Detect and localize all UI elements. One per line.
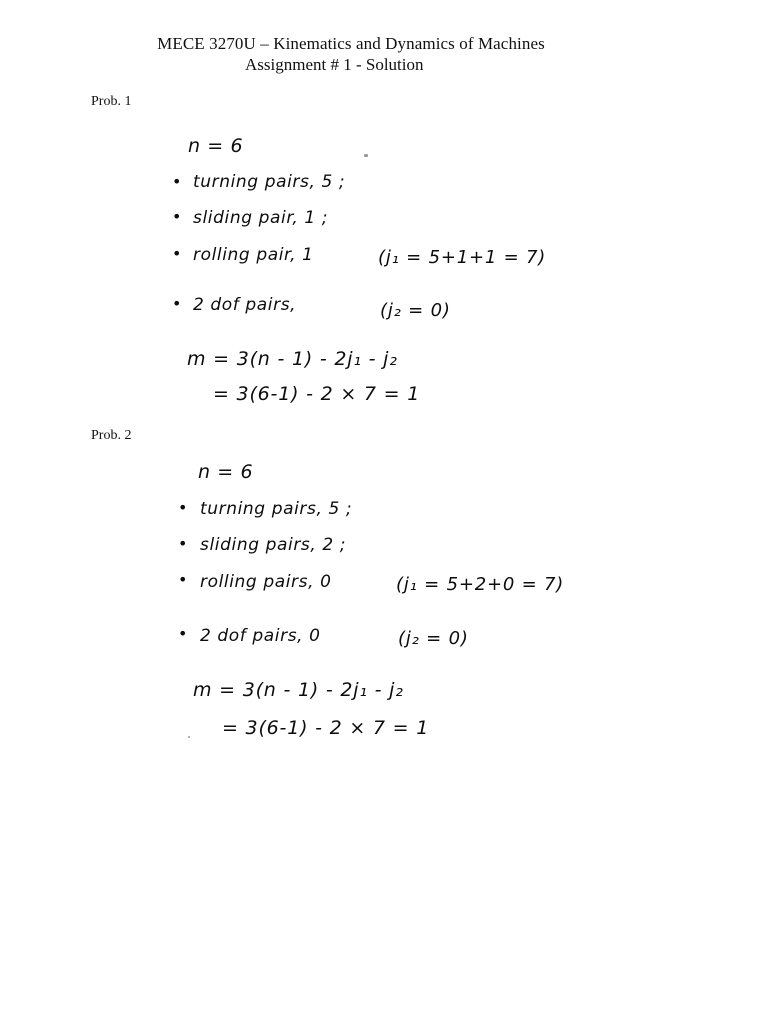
- bullet-dot: •: [172, 244, 182, 263]
- problem-2-n-line: n = 6: [198, 461, 254, 483]
- problem-2-item-2dof: 2 dof pairs, 0: [200, 626, 321, 646]
- bullet-dot: •: [178, 534, 188, 553]
- page-subtitle: Assignment # 1 - Solution: [245, 55, 424, 74]
- bullet-dot: •: [172, 207, 182, 226]
- problem-2-mobility-result: = 3(6-1) - 2 × 7 = 1: [222, 717, 430, 739]
- problem-2-label: Prob. 2: [91, 428, 132, 443]
- bullet-dot: •: [178, 498, 188, 517]
- problem-2-item-turning: turning pairs, 5 ;: [200, 499, 353, 519]
- bullet-dot: •: [172, 172, 182, 191]
- problem-1-mobility-result: = 3(6-1) - 2 × 7 = 1: [213, 383, 421, 405]
- problem-2-j1-note: (j₁ = 5+2+0 = 7): [396, 574, 565, 595]
- bullet-dot: •: [172, 294, 182, 313]
- bullet-dot: •: [178, 624, 188, 643]
- stray-mark: [364, 154, 368, 157]
- problem-1-n-line: n = 6: [188, 135, 244, 157]
- problem-2-j2-note: (j₂ = 0): [398, 628, 469, 649]
- bullet-dot: •: [178, 570, 188, 589]
- problem-1-item-2dof: 2 dof pairs,: [193, 295, 297, 315]
- problem-2-item-rolling: rolling pairs, 0: [200, 572, 332, 592]
- problem-2-mobility-equation: m = 3(n - 1) - 2j₁ - j₂: [193, 679, 404, 701]
- problem-1-j2-note: (j₂ = 0): [380, 300, 451, 321]
- problem-1-j1-note: (j₁ = 5+1+1 = 7): [378, 247, 547, 268]
- problem-1-label: Prob. 1: [91, 94, 132, 109]
- problem-1-item-turning: turning pairs, 5 ;: [193, 172, 346, 192]
- stray-mark: [188, 736, 190, 738]
- problem-1-item-rolling: rolling pair, 1: [193, 245, 314, 265]
- problem-1-item-sliding: sliding pair, 1 ;: [193, 208, 329, 228]
- problem-2-item-sliding: sliding pairs, 2 ;: [200, 535, 347, 555]
- problem-1-mobility-equation: m = 3(n - 1) - 2j₁ - j₂: [187, 348, 398, 370]
- page-title: MECE 3270U – Kinematics and Dynamics of Machines: [157, 34, 545, 53]
